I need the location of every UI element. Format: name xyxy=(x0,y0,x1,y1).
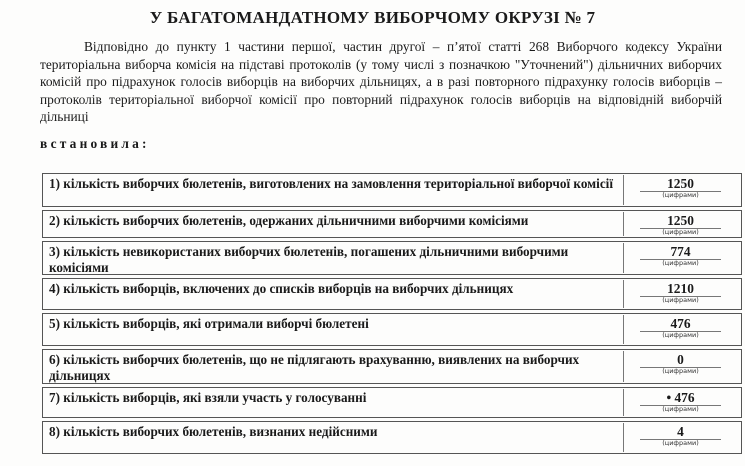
value-hint: (цифрами) xyxy=(640,228,721,236)
value-cell xyxy=(623,389,737,416)
table-row xyxy=(42,210,742,238)
value-hint: (цифрами) xyxy=(640,191,721,199)
value-cell xyxy=(623,243,737,273)
value-cell xyxy=(623,280,737,308)
value-hint: (цифрами) xyxy=(640,331,721,339)
value-hint: (цифрами) xyxy=(640,296,721,304)
row-value: 4 xyxy=(677,424,684,439)
value-cell xyxy=(623,315,737,344)
document-title: У БАГАТОМАНДАТНОМУ ВИБОРЧОМУ ОКРУЗІ № 7 xyxy=(149,8,596,27)
row-label: 4) кількість виборців, включених до списків виборців на виборчих дільницях xyxy=(49,281,514,296)
row-value: 476 xyxy=(670,316,691,331)
table-row xyxy=(42,313,742,346)
table-row xyxy=(42,173,742,207)
value-hint: (цифрами) xyxy=(640,259,721,267)
row-value: • 476 xyxy=(666,390,695,405)
value-cell xyxy=(623,175,737,205)
row-label: 3) кількість невикористаних виборчих бюлетенів, погашених дільничними виборчими комісіями xyxy=(49,244,569,275)
table-row xyxy=(42,241,742,275)
value-hint: (цифрами) xyxy=(640,405,721,413)
value-cell xyxy=(623,423,737,452)
row-value: 1210 xyxy=(667,281,694,296)
row-label: 1) кількість виборчих бюлетенів, виготовлених на замовлення територіальної виборчої комісії xyxy=(49,176,614,191)
value-hint: (цифрами) xyxy=(640,367,721,375)
row-label: 6) кількість виборчих бюлетенів, що не підлягають врахуванню, виявлених на виборчих дільницях xyxy=(49,352,580,383)
table-row xyxy=(42,421,742,454)
row-value: 0 xyxy=(677,352,684,367)
decision-word: встановила: xyxy=(40,136,150,151)
row-value: 774 xyxy=(670,244,691,259)
row-label: 7) кількість виборців, які взяли участь у голосуванні xyxy=(49,390,367,405)
row-label: 5) кількість виборців, які отримали виборчі бюлетені xyxy=(49,316,369,331)
row-label: 2) кількість виборчих бюлетенів, одержаних дільничними виборчими комісіями xyxy=(49,213,529,228)
value-cell xyxy=(623,212,737,236)
table-row xyxy=(42,278,742,310)
row-label: 8) кількість виборчих бюлетенів, визнаних недійсними xyxy=(49,424,378,439)
row-value: 1250 xyxy=(667,213,694,228)
value-hint: (цифрами) xyxy=(640,439,721,447)
table-row xyxy=(42,387,742,418)
value-cell xyxy=(623,351,737,382)
table-row xyxy=(42,349,742,384)
intro-paragraph: Відповідно до пункту 1 частини першої, частин другої – п’ятої статті 268 Виборчого кодексу України територіальна виборча комісія на підставі протоколів (у тому числі з позначкою "Уточнений") дільничних виборчих комісій про підрахунок голосів виборців на виборчих дільницях, а в разі повторного підрахунку голосів виборців – протоколів територіальної виборчої комісії про повторний підрахунок голосів виборців на відповідній виборчій дільниці xyxy=(40,39,722,125)
row-value: 1250 xyxy=(667,176,694,191)
